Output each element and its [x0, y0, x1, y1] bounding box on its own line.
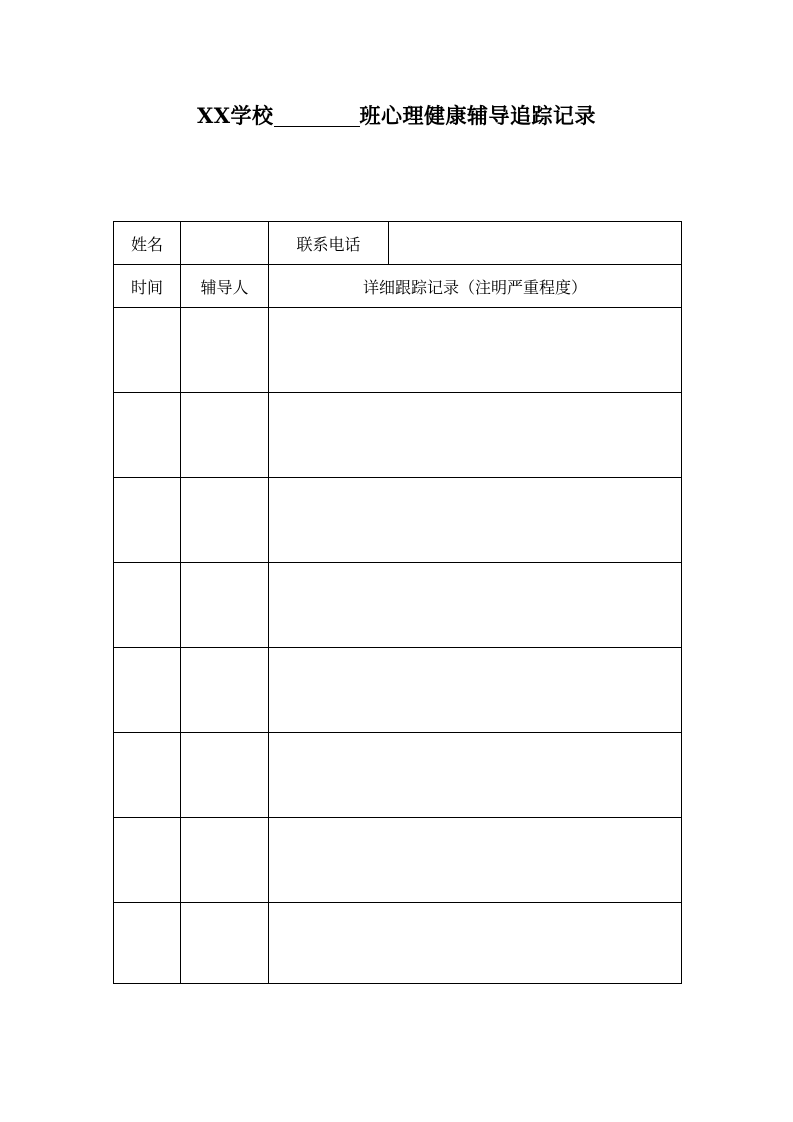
- record-row: [114, 733, 682, 818]
- tracking-record-table: [113, 221, 682, 984]
- counselor-cell[interactable]: [181, 393, 269, 478]
- record-cell[interactable]: [269, 308, 682, 393]
- title-subject: 班心理健康辅导追踪记录: [359, 103, 597, 128]
- phone-field[interactable]: [389, 222, 682, 265]
- time-cell[interactable]: [114, 478, 181, 563]
- time-cell[interactable]: [114, 733, 181, 818]
- counselor-cell[interactable]: [181, 903, 269, 984]
- record-row: [114, 648, 682, 733]
- record-row: [114, 393, 682, 478]
- record-row: [114, 903, 682, 984]
- time-cell[interactable]: [114, 648, 181, 733]
- counselor-cell[interactable]: [181, 733, 269, 818]
- record-row: [114, 308, 682, 393]
- record-cell[interactable]: [269, 478, 682, 563]
- counselor-cell[interactable]: [181, 563, 269, 648]
- time-cell[interactable]: [114, 393, 181, 478]
- counselor-cell[interactable]: [181, 648, 269, 733]
- time-cell[interactable]: [114, 818, 181, 903]
- student-info-row: [114, 222, 682, 265]
- title-school: XX学校: [196, 103, 274, 128]
- counselor-cell[interactable]: [181, 478, 269, 563]
- class-blank-underline[interactable]: [274, 104, 360, 127]
- column-header-time: 时间: [114, 265, 181, 308]
- column-header-row: [114, 265, 682, 308]
- name-label: 姓名: [114, 222, 181, 265]
- record-cell[interactable]: [269, 563, 682, 648]
- record-cell[interactable]: [269, 733, 682, 818]
- record-cell[interactable]: [269, 393, 682, 478]
- record-cell[interactable]: [269, 818, 682, 903]
- time-cell[interactable]: [114, 903, 181, 984]
- column-header-counselor: 辅导人: [181, 265, 269, 308]
- name-field[interactable]: [181, 222, 269, 265]
- counselor-cell[interactable]: [181, 308, 269, 393]
- counselor-cell[interactable]: [181, 818, 269, 903]
- page-title: [0, 100, 793, 130]
- record-cell[interactable]: [269, 648, 682, 733]
- record-row: [114, 818, 682, 903]
- time-cell[interactable]: [114, 563, 181, 648]
- record-row: [114, 478, 682, 563]
- time-cell[interactable]: [114, 308, 181, 393]
- record-cell[interactable]: [269, 903, 682, 984]
- column-header-record: 详细跟踪记录（注明严重程度）: [269, 265, 682, 308]
- record-row: [114, 563, 682, 648]
- phone-label: 联系电话: [269, 222, 389, 265]
